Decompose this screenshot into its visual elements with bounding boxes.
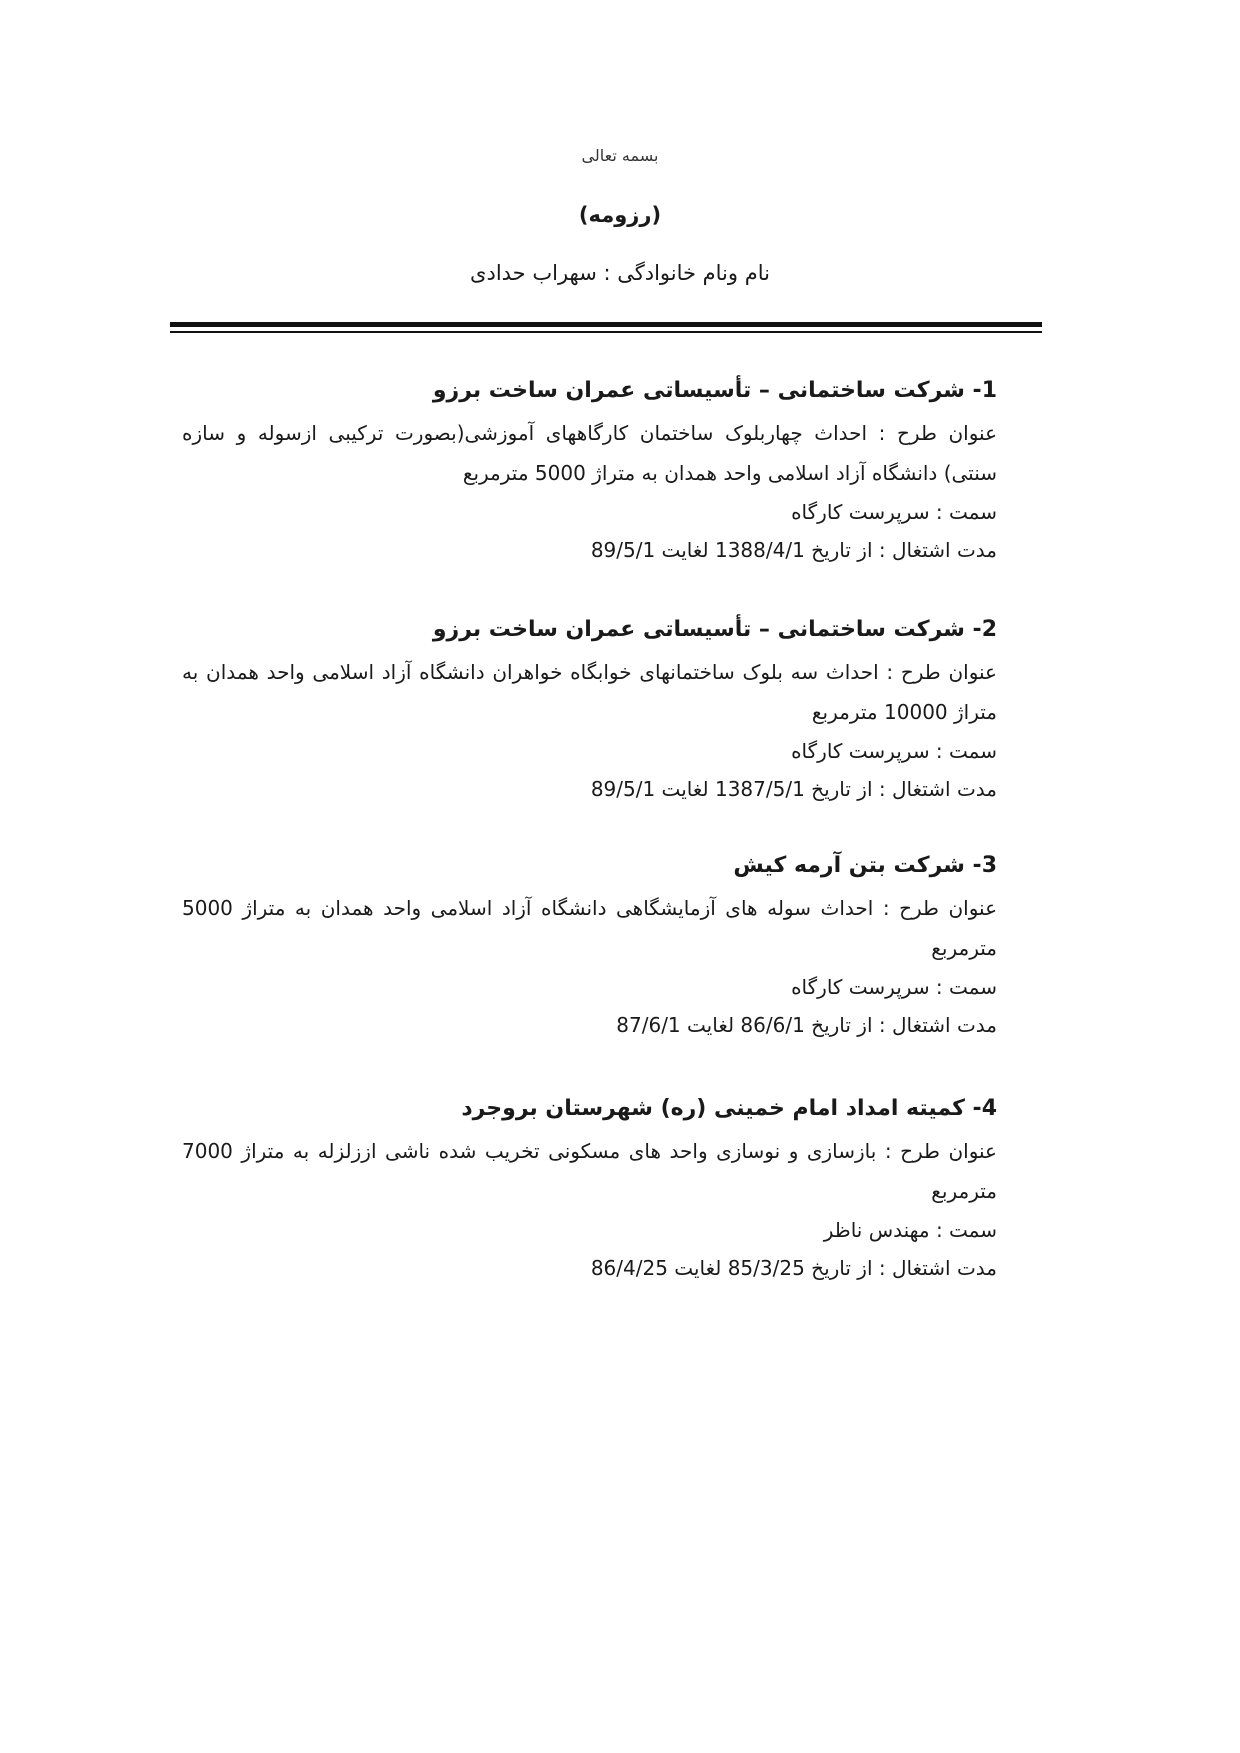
document-title: (رزومه) bbox=[578, 203, 662, 227]
project-description: عنوان طرح : احداث چهاربلوک ساختمان کارگاههای آموزشی(بصورت ترکیبی ازسوله و سازه سنتی) دانشگاه آزاد اسلامی واحد همدان به متراژ 5000 مترمربع bbox=[182, 421, 997, 485]
section-title: 2- شرکت ساختمانی – تأسیساتی عمران ساخت برزو bbox=[432, 617, 997, 642]
invocation-line: بسمه تعالی bbox=[581, 146, 659, 165]
employment-duration: مدت اشتغال : از تاریخ 86/6/1 لغایت 87/6/1 bbox=[616, 1013, 997, 1037]
experience-section-2 bbox=[182, 617, 997, 808]
project-description: عنوان طرح : احداث سوله های آزمایشگاهی دانشگاه آزاد اسلامی واحد همدان به متراژ 5000 مترمربع bbox=[182, 896, 997, 960]
employment-duration: مدت اشتغال : از تاریخ 85/3/25 لغایت 86/4/25 bbox=[590, 1256, 997, 1280]
section-title: 1- شرکت ساختمانی – تأسیساتی عمران ساخت برزو bbox=[432, 378, 997, 403]
experience-section-3 bbox=[182, 853, 997, 1044]
employment-duration: مدت اشتغال : از تاریخ 1387/5/1 لغایت 89/5/1 bbox=[590, 777, 997, 801]
section-title: 4- کمیته امداد امام خمینی (ره) شهرستان بروجرد bbox=[461, 1096, 997, 1121]
name-line: نام ونام خانوادگی : سهراب حدادی bbox=[470, 261, 770, 285]
experience-section-1 bbox=[182, 378, 997, 569]
job-position: سمت : سرپرست کارگاه bbox=[791, 739, 997, 763]
employment-duration: مدت اشتغال : از تاریخ 1388/4/1 لغایت 89/5/1 bbox=[590, 538, 997, 562]
header-divider-thin bbox=[170, 331, 1042, 333]
experience-section-4 bbox=[182, 1096, 997, 1287]
job-position: سمت : سرپرست کارگاه bbox=[791, 975, 997, 999]
project-description: عنوان طرح : احداث سه بلوک ساختمانهای خوابگاه خواهران دانشگاه آزاد اسلامی واحد همدان به متراژ 10000 مترمربع bbox=[182, 660, 997, 724]
job-position: سمت : سرپرست کارگاه bbox=[791, 500, 997, 524]
section-title: 3- شرکت بتن آرمه کیش bbox=[733, 853, 997, 878]
header-divider-thick bbox=[170, 322, 1042, 327]
job-position: سمت : مهندس ناظر bbox=[823, 1218, 997, 1242]
project-description: عنوان طرح : بازسازی و نوسازی واحد های مسکونی تخریب شده ناشی اززلزله به متراژ 7000 مترمربع bbox=[182, 1139, 997, 1203]
